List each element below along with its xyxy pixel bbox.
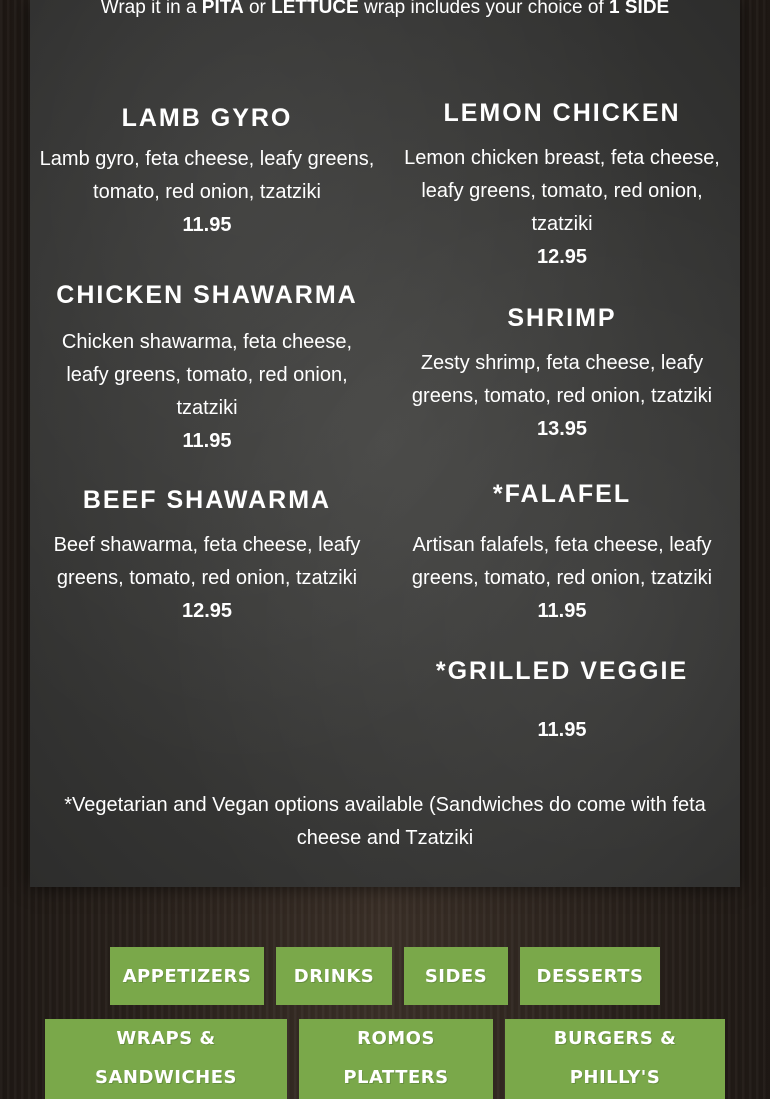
desserts-button[interactable] bbox=[520, 947, 660, 1005]
menu-item-grilled-veggie bbox=[394, 656, 730, 747]
menu-item-lamb-gyro bbox=[39, 103, 375, 242]
intro-prefix: Wrap it in a bbox=[100, 0, 202, 18]
wraps-sandwiches-button[interactable] bbox=[45, 1019, 287, 1099]
romos-label-line2: PLATTERS bbox=[343, 1067, 449, 1088]
menu-item-chicken-shawarma bbox=[39, 280, 375, 458]
item-description: Zesty shrimp, feta cheese, leafy greens, tomato, red onion, tzatziki bbox=[411, 352, 713, 407]
menu-item-lemon-chicken bbox=[394, 98, 730, 274]
item-price: 11.95 bbox=[537, 719, 587, 741]
menu-item-shrimp bbox=[394, 303, 730, 446]
menu-item-falafel bbox=[394, 479, 730, 628]
item-name: *FALAFEL bbox=[492, 480, 632, 508]
drinks-label: DRINKS bbox=[293, 965, 375, 987]
item-price: 11.95 bbox=[182, 214, 232, 236]
item-name: *GRILLED VEGGIE bbox=[435, 657, 689, 685]
item-price: 13.95 bbox=[536, 418, 588, 440]
sides-button[interactable] bbox=[404, 947, 508, 1005]
intro-or: or bbox=[243, 0, 272, 18]
item-price: 11.95 bbox=[537, 600, 587, 622]
burgers-label-line1: BURGERS & bbox=[553, 1028, 677, 1049]
item-name: SHRIMP bbox=[507, 304, 617, 332]
item-name: BEEF SHAWARMA bbox=[82, 486, 332, 514]
menu-item-beef-shawarma bbox=[39, 485, 375, 628]
item-price: 12.95 bbox=[536, 246, 588, 268]
desserts-label: DESSERTS bbox=[536, 965, 644, 987]
appetizers-button[interactable] bbox=[110, 947, 264, 1005]
item-price: 11.95 bbox=[182, 430, 232, 452]
drinks-button[interactable] bbox=[276, 947, 392, 1005]
sides-label: SIDES bbox=[424, 965, 488, 987]
burgers-phillys-button[interactable] bbox=[505, 1019, 725, 1099]
item-description: Chicken shawarma, feta cheese, leafy greens, tomato, red onion, tzatziki bbox=[61, 331, 353, 419]
item-description: Artisan falafels, feta cheese, leafy greens, tomato, red onion, tzatziki bbox=[411, 534, 713, 589]
item-description: Lamb gyro, feta cheese, leafy greens, tomato, red onion, tzatziki bbox=[39, 148, 375, 203]
intro-pita: PITA bbox=[201, 0, 244, 18]
burgers-label-line2: PHILLY'S bbox=[569, 1067, 661, 1088]
intro-middle: wrap includes your choice of bbox=[358, 0, 610, 18]
wraps-label-line2: SANDWICHES bbox=[95, 1067, 237, 1088]
item-description: Beef shawarma, feta cheese, leafy greens, tomato, red onion, tzatziki bbox=[53, 534, 361, 589]
romos-platters-button[interactable] bbox=[299, 1019, 493, 1099]
item-description: Lemon chicken breast, feta cheese, leafy greens, tomato, red onion, tzatziki bbox=[404, 147, 720, 235]
item-name: LAMB GYRO bbox=[121, 104, 293, 132]
intro-lettuce: LETTUCE bbox=[271, 0, 359, 18]
wraps-label-line1: WRAPS & bbox=[116, 1028, 216, 1049]
romos-label-line1: ROMOS bbox=[357, 1028, 435, 1049]
item-name: CHICKEN SHAWARMA bbox=[56, 281, 358, 309]
item-name: LEMON CHICKEN bbox=[443, 99, 681, 127]
vegetarian-note: *Vegetarian and Vegan options available (Sandwiches do come with feta cheese and Tzatziki bbox=[64, 794, 706, 849]
intro-text bbox=[0, 0, 770, 22]
item-price: 12.95 bbox=[181, 600, 233, 622]
intro-side: 1 SIDE bbox=[609, 0, 670, 18]
appetizers-label: APPETIZERS bbox=[122, 965, 252, 987]
